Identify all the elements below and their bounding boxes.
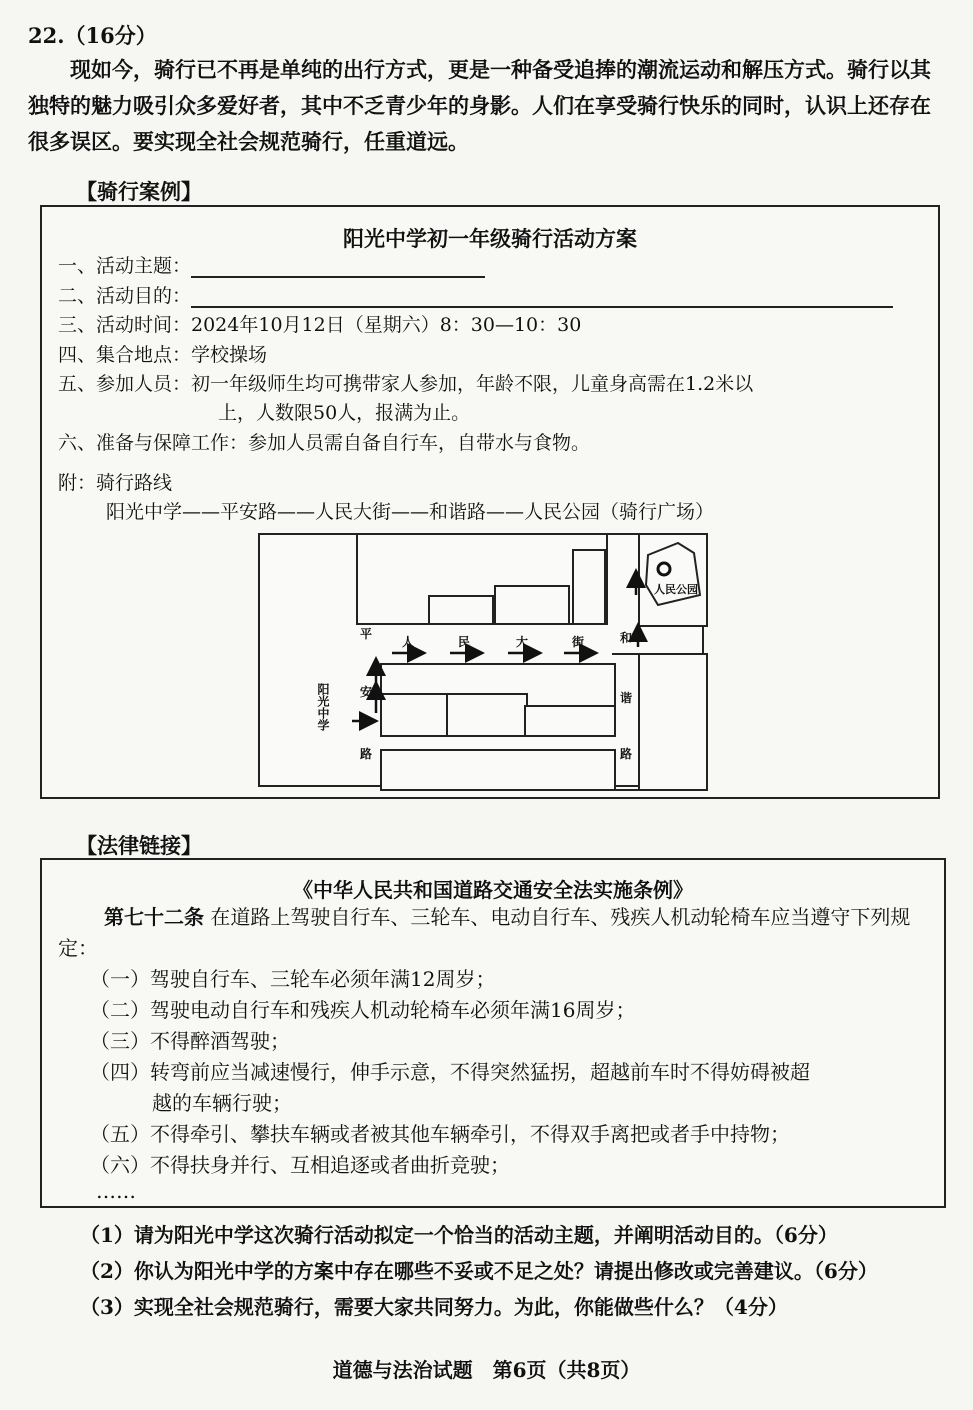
route-map	[258, 533, 704, 787]
case-box	[40, 205, 940, 799]
page-footer: 道德与法治试题 第6页（共8页）	[332, 1358, 641, 1382]
hexie-road-label-3: 路	[620, 747, 633, 761]
clause-6: （六）不得扶身并行、互相追逐或者曲折竞驶；	[90, 1153, 510, 1177]
article-number: 第七十二条	[104, 905, 204, 929]
law-article	[58, 902, 934, 964]
law-ellipsis: ……	[96, 1179, 136, 1203]
plan-purpose	[58, 281, 893, 311]
plan-place: 四、集合地点：学校操场	[58, 344, 268, 366]
plan-prep: 六、准备与保障工作：参加人员需自备自行车，自带水与食物。	[58, 432, 591, 454]
question-number: 22.（16分）	[28, 23, 157, 48]
clause-4: （四）转弯前应当减速慢行，伸手示意，不得突然猛拐，超越前车时不得妨碍被超	[90, 1060, 810, 1084]
law-box	[40, 858, 946, 1208]
renmin-street-label-2: 民	[458, 635, 471, 649]
clause-4-cont: 越的车辆行驶；	[152, 1091, 292, 1115]
clause-3: （三）不得醉酒驾驶；	[90, 1029, 290, 1053]
question-intro: 现如今，骑行已不再是单纯的出行方式，更是一种备受追捧的潮流运动和解压方式。骑行以其独特的魅力吸引众多爱好者，其中不乏青少年的身影。人们在享受骑行快乐的同时，认识上还存在很多误区。要实现全社会规范骑行，任重道远。	[28, 57, 931, 154]
renmin-street-label-1: 人	[402, 635, 415, 649]
purpose-blank-line	[191, 286, 893, 308]
law-title: 《中华人民共和国道路交通安全法实施条例》	[293, 878, 693, 902]
plan-people-line2: 上，人数限50人，报满为止。	[218, 402, 471, 424]
plan-title: 阳光中学初一年级骑行活动方案	[343, 226, 637, 251]
route-text: 阳光中学——平安路——人民大街——和谐路——人民公园（骑行广场）	[106, 501, 715, 523]
pingan-road-label-3: 路	[360, 747, 373, 761]
article-body: 在道路上驾驶自行车、三轮车、电动自行车、残疾人机动轮椅车应当遵守下列规定：	[58, 905, 911, 960]
plan-theme-label: 一、活动主题：	[58, 255, 192, 277]
pingan-road-label-2: 安	[360, 685, 373, 699]
renmin-street-label-4: 街	[572, 635, 585, 649]
plan-time: 三、活动时间：2024年10月12日（星期六）8：30—10：30	[58, 314, 582, 336]
theme-blank-line	[191, 256, 485, 278]
clause-5: （五）不得牵引、攀扶车辆或者被其他车辆牵引，不得双手离把或者手中持物；	[90, 1122, 790, 1146]
hexie-road-label-2: 谐	[620, 691, 633, 705]
sub-question-3: （3）实现全社会规范骑行，需要大家共同努力。为此，你能做些什么？（4分）	[80, 1295, 788, 1319]
case-section-label: 【骑行案例】	[76, 179, 202, 204]
sub-question-2: （2）你认为阳光中学的方案中存在哪些不妥或不足之处？请提出修改或完善建议。（6分）	[80, 1259, 878, 1283]
route-arrows	[260, 535, 702, 785]
hexie-road-label-1: 和	[620, 631, 633, 645]
renmin-street-label-3: 大	[516, 635, 529, 649]
appendix-label: 附：骑行路线	[58, 472, 173, 494]
pingan-road-label-1: 平	[360, 627, 373, 641]
sub-question-1: （1）请为阳光中学这次骑行活动拟定一个恰当的活动主题，并阐明活动目的。（6分）	[80, 1223, 838, 1247]
clause-2: （二）驾驶电动自行车和残疾人机动轮椅车必须年满16周岁；	[90, 998, 636, 1022]
plan-theme	[58, 251, 485, 281]
school-label: 阳光中学	[316, 683, 330, 731]
plan-people-line1: 五、参加人员：初一年级师生均可携带家人参加，年龄不限，儿童身高需在1.2米以	[58, 373, 754, 395]
park-label: 人民公园	[654, 583, 698, 596]
law-section-label: 【法律链接】	[76, 833, 202, 858]
plan-purpose-label: 二、活动目的：	[58, 285, 192, 307]
clause-1: （一）驾驶自行车、三轮车必须年满12周岁；	[90, 967, 496, 991]
